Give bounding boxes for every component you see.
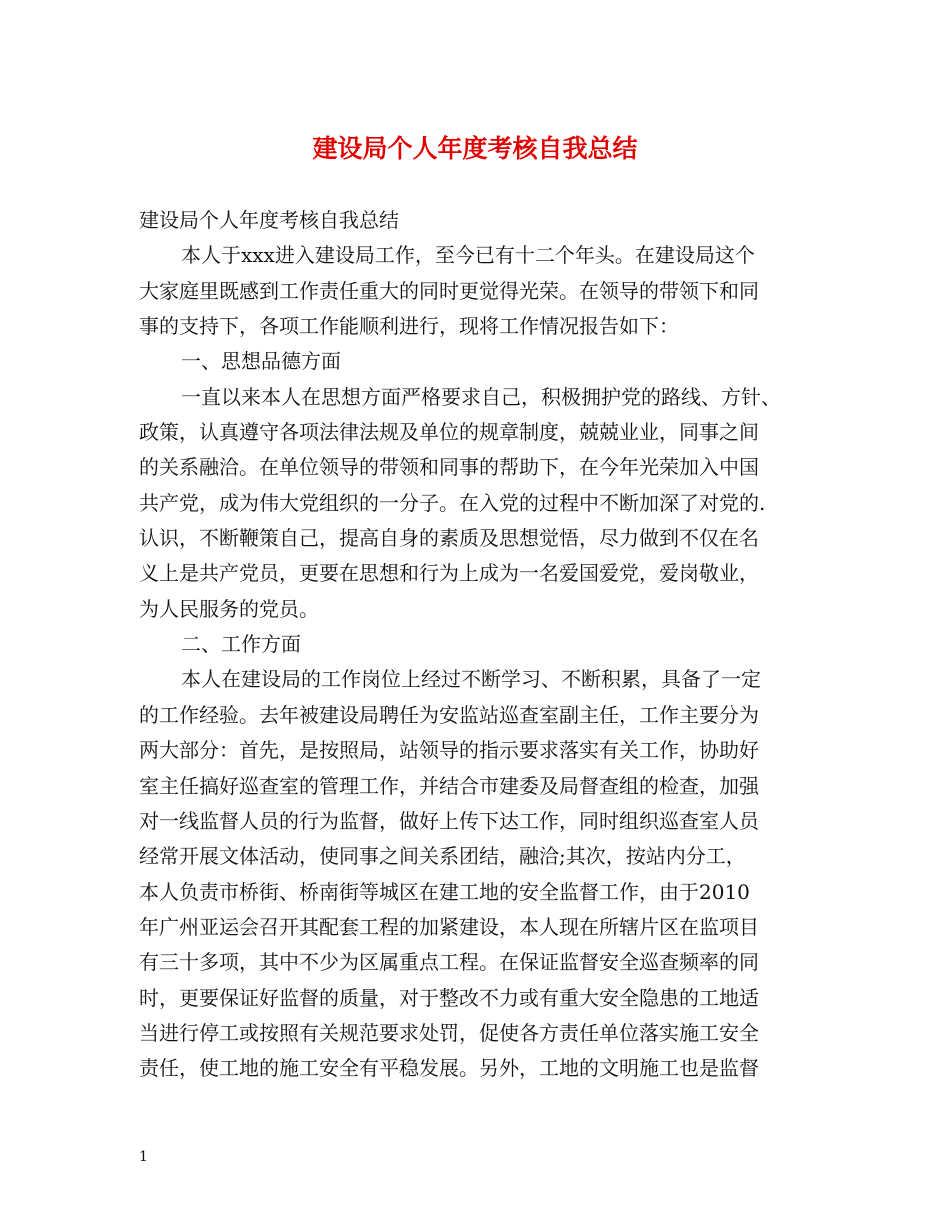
text-line: 室主任搞好巡查室的管理工作，并结合市建委及局督查组的检查，加强 <box>139 773 759 798</box>
text-line: 本人于xxx进入建设局工作，至今已有十二个年头。在建设局这个 <box>181 243 755 268</box>
text-line: 大家庭里既感到工作责任重大的同时更觉得光荣。在领导的带领下和同 <box>139 278 759 303</box>
text-line: 有三十多项，其中不少为区属重点工程。在保证监督安全巡查频率的同 <box>139 950 759 975</box>
text-line: 义上是共产党员，更要在思想和行为上成为一名爱国爱党，爱岗敬业， <box>139 561 759 586</box>
text-line: 一直以来本人在思想方面严格要求自己，积极拥护党的路线、方针、 <box>181 384 781 409</box>
document-title: 建设局个人年度考核自我总结 <box>312 134 638 163</box>
text-line: 二、工作方面 <box>181 632 301 657</box>
text-line: 年广州亚运会召开其配套工程的加紧建设，本人现在所辖片区在监项目 <box>139 914 759 939</box>
text-line: 两大部分：首先，是按照局，站领导的指示要求落实有关工作，协助好 <box>139 738 759 763</box>
text-line: 当进行停工或按照有关规范要求处罚，促使各方责任单位落实施工安全 <box>139 1020 759 1045</box>
text-line: 认识，不断鞭策自己，提高自身的素质及思想觉悟，尽力做到不仅在名 <box>139 526 759 551</box>
text-line: 政策，认真遵守各项法律法规及单位的规章制度，兢兢业业，同事之间 <box>139 420 759 445</box>
text-line: 一、思想品德方面 <box>181 349 341 374</box>
text-line: 共产党，成为伟大党组织的一分子。在入党的过程中不断加深了对党的. <box>139 490 766 515</box>
page-number: 1 <box>139 1149 148 1165</box>
text-line: 的关系融洽。在单位领导的带领和同事的帮助下，在今年光荣加入中国 <box>139 455 759 480</box>
document-body <box>139 203 827 1087</box>
text-line: 经常开展文体活动，使同事之间关系团结，融洽;其次，按站内分工， <box>139 844 746 869</box>
text-line: 责任，使工地的施工安全有平稳发展。另外，工地的文明施工也是监督 <box>139 1056 759 1081</box>
text-line: 为人民服务的党员。 <box>139 596 319 621</box>
text-line: 对一线监督人员的行为监督，做好上传下达工作，同时组织巡查室人员 <box>139 808 759 833</box>
text-line: 的工作经验。去年被建设局聘任为安监站巡查室副主任，工作主要分为 <box>139 702 759 727</box>
text-line: 事的支持下，各项工作能顺利进行，现将工作情况报告如下： <box>139 314 679 339</box>
text-line: 本人在建设局的工作岗位上经过不断学习、不断积累，具备了一定 <box>181 667 761 692</box>
text-line: 时，更要保证好监督的质量，对于整改不力或有重大安全隐患的工地适 <box>139 985 759 1010</box>
text-line: 建设局个人年度考核自我总结 <box>139 208 399 232</box>
text-line: 本人负责市桥街、桥南街等城区在建工地的安全监督工作，由于2010 <box>139 879 750 904</box>
